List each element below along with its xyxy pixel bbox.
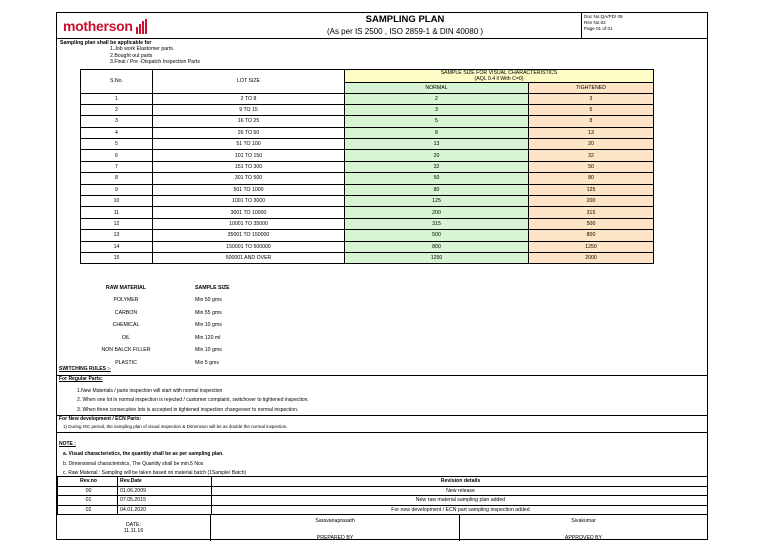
col-header-raw-material: RAW MATERIAL [106, 285, 146, 291]
cell-lot-size: 35001 TO 150000 [153, 230, 345, 241]
cell-normal: 80 [345, 184, 529, 195]
divider [57, 415, 707, 416]
logo-text: motherson [63, 18, 133, 34]
raw-material-sample: Min 120 ml [195, 334, 221, 341]
cell-tightened: 125 [529, 184, 654, 195]
logo-mark-icon [136, 19, 148, 34]
revision-table [57, 476, 708, 515]
table-row [81, 218, 654, 229]
cell-tightened: 50 [529, 161, 654, 172]
cell-sno: 13 [81, 230, 153, 241]
cell-normal: 125 [345, 196, 529, 207]
cell-normal: 20 [345, 150, 529, 161]
cell-lot-size: 51 TO 100 [153, 139, 345, 150]
cell-tightened: 32 [529, 150, 654, 161]
applicable-item: 1.Job work Elastomer parts. [110, 46, 175, 53]
cell-lot-size: 150001 TO 500000 [153, 241, 345, 252]
cell-lot-size: 10001 TO 35000 [153, 218, 345, 229]
company-logo [63, 17, 148, 35]
cell-normal: 50 [345, 173, 529, 184]
cell-sno: 3 [81, 116, 153, 127]
cell-sno: 2 [81, 104, 153, 115]
cell-sno: 1 [81, 93, 153, 104]
cell-normal: 800 [345, 241, 529, 252]
cell-rev-date: 04.01.2020 [118, 505, 212, 515]
prepared-cell [211, 515, 460, 541]
applicable-item: 3.Final / Pre -Dispatch Inspection Parts [110, 58, 200, 65]
sampling-table [80, 69, 654, 264]
date-value: 11.11.16 [123, 528, 144, 534]
cell-sno: 5 [81, 139, 153, 150]
regular-rule: 2. When one lot in normal inspection is rejected / customer complaint, switchover to tightened inspection. [77, 397, 309, 403]
table-row [81, 207, 654, 218]
cell-normal: 500 [345, 230, 529, 241]
new-dev-rule: 1) During ISC period, the sampling plan of visual inspection & Dimension will be as double the normal inspection. [63, 424, 288, 429]
raw-material-name: CHEMICAL [112, 322, 140, 328]
approved-cell [460, 515, 707, 541]
raw-material-sample: Min 10 gms [195, 322, 222, 328]
cell-lot-size: 1001 TO 3000 [153, 196, 345, 207]
cell-normal: 32 [345, 161, 529, 172]
cell-tightened: 13 [529, 127, 654, 138]
col-header-tightened: TIGHTENED [529, 83, 654, 94]
cell-sno: 4 [81, 127, 153, 138]
cell-lot-size: 9 TO 15 [153, 104, 345, 115]
date-label: DATE: [126, 522, 141, 528]
cell-rev-no: 00 [58, 486, 118, 496]
raw-material-sample: Min 5 gms [195, 359, 219, 366]
sample-size-subtitle: (AQL 0.4 ll With C=0) [474, 76, 524, 82]
switching-rules-heading: SWITCHING RULES :- [59, 366, 111, 372]
table-row [81, 241, 654, 252]
cell-rev-no: 02 [58, 505, 118, 515]
cell-rev-details: New raw material sampling plan added [212, 496, 708, 506]
rev-number: Rev No:02 [584, 20, 606, 25]
title-block [235, 14, 575, 36]
raw-material-name: NON BALCK FILLER [101, 347, 151, 353]
table-row [81, 173, 654, 184]
document-title: SAMPLING PLAN [365, 14, 445, 25]
cell-tightened: 8 [529, 116, 654, 127]
cell-normal: 13 [345, 139, 529, 150]
note-heading: NOTE : [59, 441, 76, 447]
revision-row [58, 496, 708, 506]
cell-tightened: 2000 [529, 252, 654, 263]
cell-tightened: 20 [529, 139, 654, 150]
new-dev-heading: For New development / ECN Parts: [59, 416, 142, 422]
table-row [81, 93, 654, 104]
document-header [57, 13, 707, 39]
cell-normal: 1250 [345, 252, 529, 263]
regular-rule: 3. When three consecutive lots is accepted in tightened inspection changeover to normal inspection. [77, 407, 299, 413]
raw-material-sample: Min 55 gms [195, 309, 222, 316]
date-cell [57, 515, 211, 541]
cell-tightened: 800 [529, 230, 654, 241]
revision-row [58, 486, 708, 496]
col-header-rev-no: Rev.no [58, 477, 118, 487]
raw-material-name: PLASTIC [115, 359, 137, 366]
cell-lot-size: 3001 TO 10000 [153, 207, 345, 218]
cell-normal: 5 [345, 116, 529, 127]
cell-tightened: 500 [529, 218, 654, 229]
raw-material-sample: Min 50 gms [195, 297, 222, 303]
cell-tightened: 3 [529, 93, 654, 104]
cell-rev-no: 01 [58, 496, 118, 506]
col-header-rev-details: Revision details [212, 477, 708, 487]
cell-rev-date: 01.06.2009 [118, 486, 212, 496]
cell-lot-size: 101 TO 150 [153, 150, 345, 161]
cell-sno: 6 [81, 150, 153, 161]
table-row [81, 127, 654, 138]
cell-tightened: 80 [529, 173, 654, 184]
table-row [81, 139, 654, 150]
document-info [581, 13, 707, 38]
prepared-label: PREPARED BY [316, 535, 354, 541]
cell-lot-size: 16 TO 25 [153, 116, 345, 127]
cell-normal: 315 [345, 218, 529, 229]
page-number: Page 01 of 01 [584, 26, 613, 31]
cell-tightened: 1250 [529, 241, 654, 252]
signoff-section [57, 514, 707, 541]
raw-material-name: POLYMER [113, 297, 139, 303]
cell-sno: 12 [81, 218, 153, 229]
col-header-sample-size: SAMPLE SIZE [195, 285, 230, 291]
cell-lot-size: 500001 AND OVER [153, 252, 345, 263]
note-item-c: c. Raw Material : Sampling will be taken based on material batch (1Sample/ Batch) [63, 470, 247, 476]
cell-normal: 2 [345, 93, 529, 104]
cell-sno: 10 [81, 196, 153, 207]
table-row [81, 116, 654, 127]
cell-rev-details: New release [212, 486, 708, 496]
cell-sno: 11 [81, 207, 153, 218]
prepared-name: Saravanaprasath [315, 518, 355, 524]
col-header-rev-date: Rev.Date [118, 477, 212, 487]
cell-sno: 15 [81, 252, 153, 263]
cell-lot-size: 26 TO 50 [153, 127, 345, 138]
cell-rev-details: For new development / ECN part sampling inspection added [212, 505, 708, 515]
regular-parts-heading: For Regular Parts: [59, 376, 103, 382]
cell-lot-size: 151 TO 300 [153, 161, 345, 172]
divider [57, 375, 707, 376]
cell-rev-date: 07.05.2015 [118, 496, 212, 506]
table-row [81, 230, 654, 241]
col-header-normal: NORMAL [345, 83, 529, 94]
applicable-item: 2.Bought out parts [110, 52, 153, 59]
raw-material-name: CARBON [114, 309, 138, 316]
regular-rule: 1.New Materials / parts inspection will start with normal inspection [77, 388, 223, 394]
divider [57, 432, 707, 433]
table-row [81, 184, 654, 195]
col-header-lot-size: LOT SIZE [153, 70, 345, 94]
applicability-section [60, 40, 200, 65]
cell-tightened: 315 [529, 207, 654, 218]
cell-normal: 8 [345, 127, 529, 138]
cell-lot-size: 501 TO 1000 [153, 184, 345, 195]
cell-sno: 9 [81, 184, 153, 195]
approved-label: APPROVED BY [564, 535, 603, 541]
raw-material-sample: Min 10 gms [195, 347, 222, 353]
table-row [81, 150, 654, 161]
cell-tightened: 5 [529, 104, 654, 115]
table-row [81, 104, 654, 115]
raw-material-name: OIL [121, 334, 131, 341]
table-row [81, 252, 654, 263]
sample-size-title: SAMPLE SIZE FOR VISUAL CHARACTERISTICS [440, 70, 558, 76]
cell-sno: 14 [81, 241, 153, 252]
cell-lot-size: 2 TO 8 [153, 93, 345, 104]
cell-sno: 8 [81, 173, 153, 184]
table-row [81, 196, 654, 207]
cell-tightened: 200 [529, 196, 654, 207]
document-page [56, 12, 708, 540]
cell-normal: 3 [345, 104, 529, 115]
cell-lot-size: 301 TO 500 [153, 173, 345, 184]
doc-number: Doc No:QA/PD/ 09 [584, 14, 623, 19]
col-header-sample-size [345, 70, 654, 83]
document-subtitle: (As per IS 2500 , ISO 2859-1 & DIN 40080 ) [326, 27, 484, 36]
col-header-sno: S.No. [81, 70, 153, 94]
note-item-b: b. Dimensional characteristics, The Quantity shall be min.5 Nos [63, 461, 204, 467]
table-row [81, 161, 654, 172]
applicable-heading: Sampling plan shall be applicable for [60, 40, 152, 46]
cell-normal: 200 [345, 207, 529, 218]
approved-name: Sivakumar [571, 518, 596, 524]
note-item-a: a. Visual characteristics, the quantity shall be as per sampling plan. [63, 451, 224, 457]
cell-sno: 7 [81, 161, 153, 172]
